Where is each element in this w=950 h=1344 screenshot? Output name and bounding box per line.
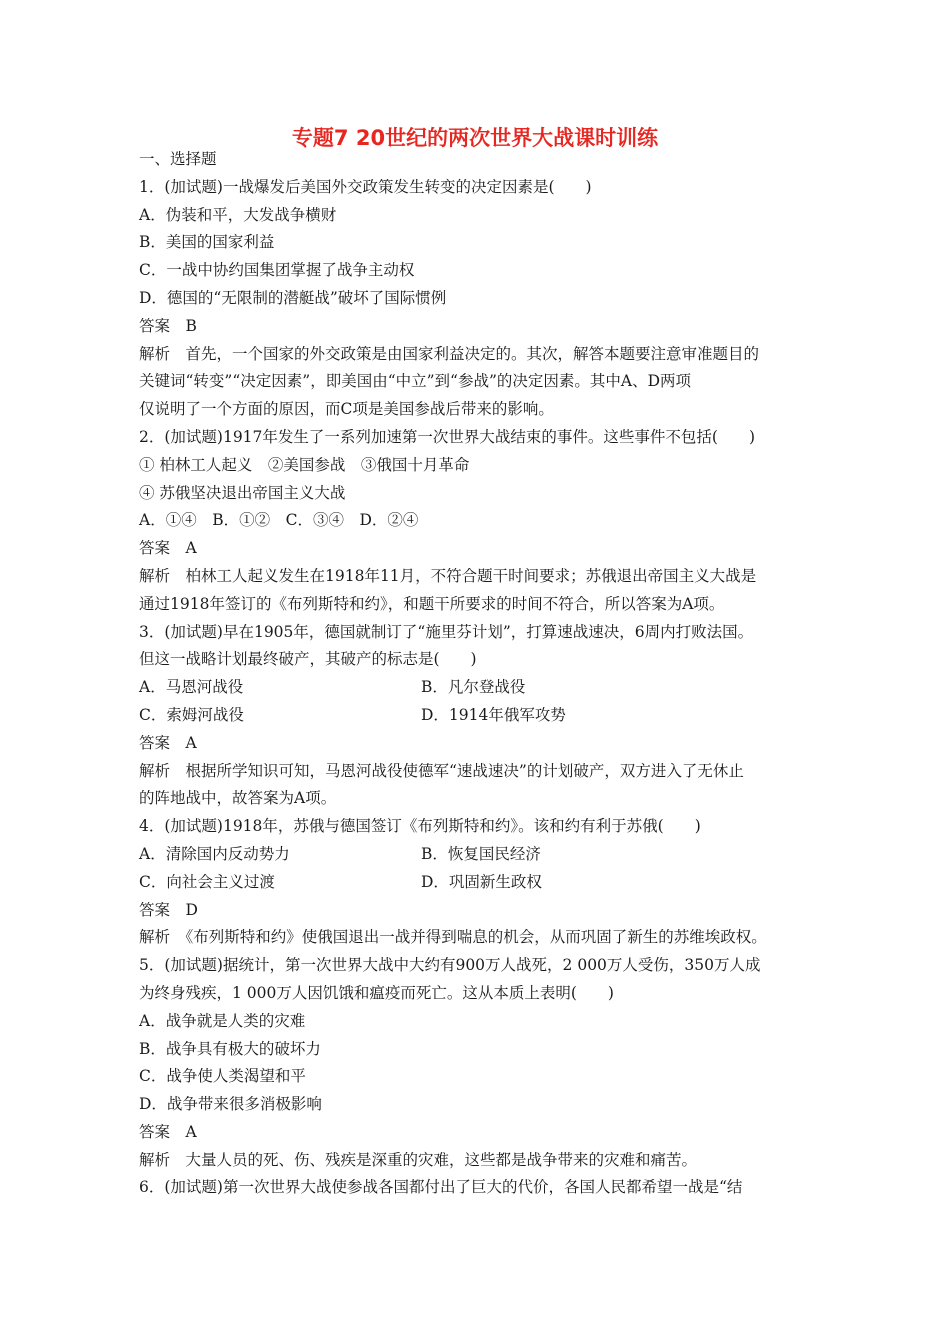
- q5-stem-1: 5．(加试题)据统计，第一次世界大战中大约有900万人战死，2 000万人受伤，350万人成: [139, 956, 761, 975]
- section-heading: 一、选择题: [139, 150, 217, 168]
- q3-options-row-1: [139, 674, 819, 702]
- q3-explanation-1: 解析 根据所学知识可知，马恩河战役使德军“速战速决”的计划破产，双方进入了无休止: [139, 761, 744, 780]
- q6-stem-1: 6．(加试题)第一次世界大战使参战各国都付出了巨大的代价，各国人民都希望一战是“结: [139, 1178, 743, 1197]
- q2-answer: 答案 A: [139, 539, 197, 558]
- q3-options-row-2: [139, 702, 819, 730]
- q2-options: A．①④ B．①② C．③④ D．②④: [139, 511, 419, 530]
- q5-explanation-1: 解析 大量人员的死、伤、残疾是深重的灾难，这些都是战争带来的灾难和痛苦。: [139, 1150, 698, 1169]
- q5-answer: 答案 A: [139, 1122, 197, 1141]
- q4-options-row-1: [139, 841, 819, 869]
- q3-option-c: C．索姆河战役: [139, 705, 244, 724]
- q4-explanation-1: 解析 《布列斯特和约》使俄国退出一战并得到喘息的机会，从而巩固了新生的苏维埃政权。: [139, 928, 767, 947]
- q1-option-c: C．一战中协约国集团掌握了战争主动权: [139, 261, 415, 280]
- q3-option-a: A．马恩河战役: [139, 678, 244, 697]
- q2-explanation-1: 解析 柏林工人起义发生在1918年11月，不符合题干时间要求；苏俄退出帝国主义大战是: [139, 566, 757, 585]
- q4-options-row-2: [139, 869, 819, 897]
- q1-stem: 1．(加试题)一战爆发后美国外交政策发生转变的决定因素是( ): [139, 177, 592, 196]
- q5-stem-2: 为终身残疾，1 000万人因饥饿和瘟疫而死亡。这从本质上表明( ): [139, 983, 614, 1002]
- q5-option-a: A．战争就是人类的灾难: [139, 1011, 306, 1030]
- q1-explanation-3: 仅说明了一个方面的原因，而C项是美国参战后带来的影响。: [139, 400, 554, 419]
- q3-explanation-2: 的阵地战中，故答案为A项。: [139, 789, 337, 808]
- q4-option-b: B．恢复国民经济: [421, 844, 541, 863]
- q1-option-d: D．德国的“无限制的潜艇战”破坏了国际惯例: [139, 288, 447, 307]
- q5-option-c: C．战争使人类渴望和平: [139, 1067, 306, 1086]
- q3-option-b: B．凡尔登战役: [421, 678, 526, 697]
- q5-option-b: B．战争具有极大的破坏力: [139, 1039, 321, 1058]
- q4-stem: 4．(加试题)1918年，苏俄与德国签订《布列斯特和约》。该和约有利于苏俄( ): [139, 817, 701, 836]
- q2-items-1: ① 柏林工人起义 ②美国参战 ③俄国十月革命: [139, 455, 470, 474]
- q4-answer: 答案 D: [139, 900, 198, 919]
- q2-explanation-2: 通过1918年签订的《布列斯特和约》，和题干所要求的时间不符合，所以答案为A项。: [139, 594, 725, 613]
- q2-stem: 2．(加试题)1917年发生了一系列加速第一次世界大战结束的事件。这些事件不包括( ): [139, 427, 755, 446]
- q2-items-2: ④ 苏俄坚决退出帝国主义大战: [139, 483, 346, 502]
- q1-option-a: A．伪装和平，大发战争横财: [139, 205, 337, 224]
- q1-answer: 答案 B: [139, 316, 197, 335]
- document-title: 专题7 20世纪的两次世界大战课时训练: [291, 126, 659, 150]
- q3-option-d: D．1914年俄军攻势: [421, 705, 566, 724]
- q4-option-a: A．清除国内反动势力: [139, 844, 290, 863]
- q1-explanation-1: 解析 首先，一个国家的外交政策是由国家利益决定的。其次，解答本题要注意审准题目的: [139, 344, 760, 363]
- q5-option-d: D．战争带来很多消极影响: [139, 1095, 322, 1114]
- q1-explanation-2: 关键词“转变”“决定因素”，即美国由“中立”到“参战”的决定因素。其中A、D两项: [139, 372, 692, 391]
- document-body: [139, 146, 819, 1202]
- q4-option-c: C．向社会主义过渡: [139, 872, 275, 891]
- q3-stem-1: 3．(加试题)早在1905年，德国就制订了“施里芬计划”，打算速战速决，6周内打败法国。: [139, 622, 754, 641]
- q1-option-b: B．美国的国家利益: [139, 233, 275, 252]
- q3-answer: 答案 A: [139, 733, 197, 752]
- q4-option-d: D．巩固新生政权: [421, 872, 542, 891]
- q3-stem-2: 但这一战略计划最终破产，其破产的标志是( ): [139, 650, 477, 669]
